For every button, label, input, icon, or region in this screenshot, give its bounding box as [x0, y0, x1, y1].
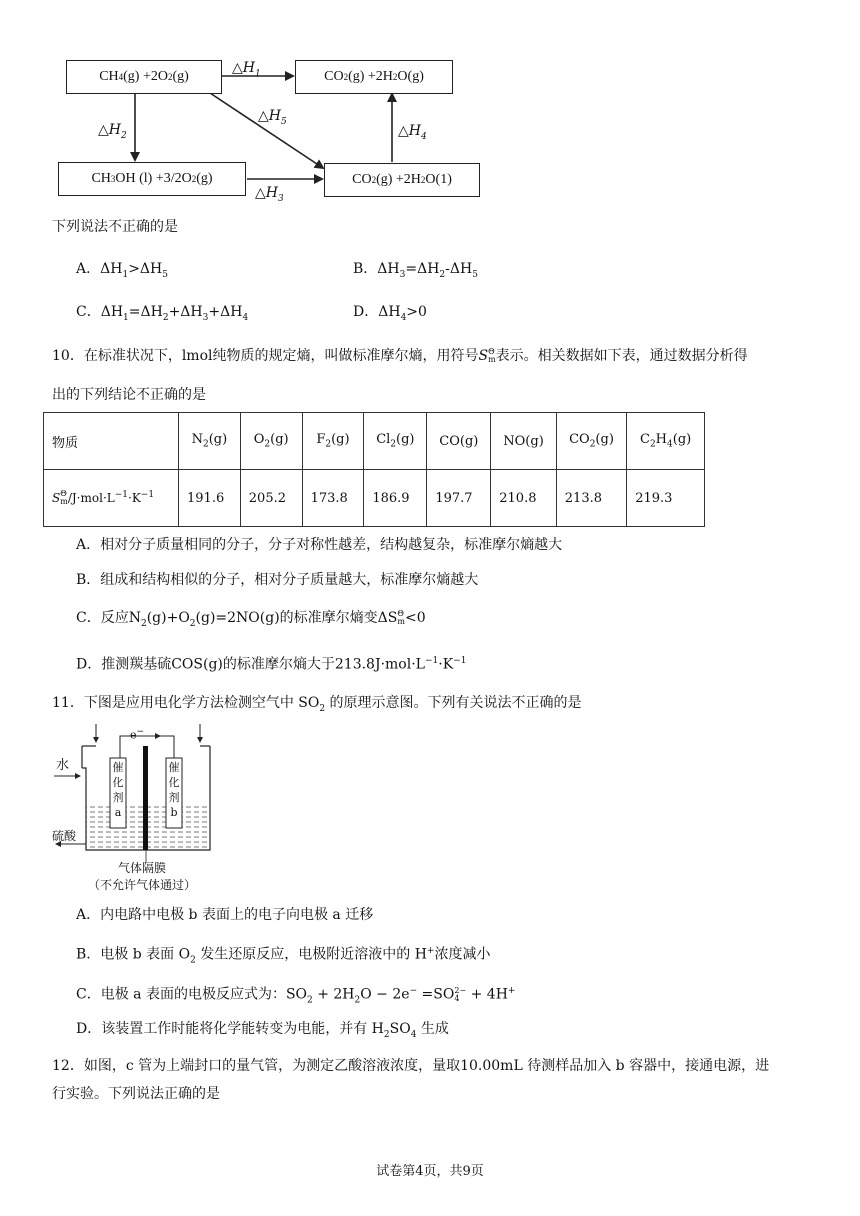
- q12-stem-line2: 行实验。下列说法正确的是: [52, 1086, 220, 1102]
- q12-stem-line1: 12．如图，c 管为上端封口的量气管，为测定乙酸溶液浓度，量取10.00mL 待测样品加入 b 容器中，接通电源，进: [52, 1058, 770, 1074]
- q9-option-b: B．$\Delta H_3=\Delta H_2-\Delta H_5$: [353, 261, 478, 280]
- q10-option-c: C．反应$N_2(g)+O_2(g)=2NO(g)$的标准摩尔熵变ΔS Θ m <0: [76, 609, 426, 629]
- q10-option-a: A．相对分子质量相同的分子，分子对称性越差，结构越复杂，标准摩尔熵越大: [76, 537, 563, 553]
- table-header-f2: $F_2(g)$: [302, 413, 364, 470]
- table-cell-value: 173.8: [302, 470, 364, 527]
- label-dh4: $\triangle H_4$: [398, 123, 427, 142]
- q10-option-b: B．组成和结构相似的分子，相对分子质量越大，标准摩尔熵越大: [76, 572, 479, 588]
- table-header-o2: $O_2(g)$: [240, 413, 302, 470]
- label-dh5: $\triangle H_5$: [258, 108, 287, 127]
- table-cell-value: 205.2: [240, 470, 302, 527]
- q11-option-c: C．电极 a 表面的电极反应式为：$SO_2 + 2H_2O - 2e^- =SO$ 2− 4 + 4H+: [76, 985, 516, 1006]
- table-cell-value: 191.6: [179, 470, 241, 527]
- catalyst-b-label: 催 化 剂 b: [168, 761, 180, 819]
- table-row: [44, 470, 705, 527]
- box-methanol: CH 3 OH (l) +3/2O 2 (g): [58, 162, 246, 196]
- table-cell-value: 210.8: [491, 470, 557, 527]
- entropy-table: [43, 412, 705, 527]
- table-header-no: NO(g): [491, 413, 557, 470]
- table-header-cl2: $Cl_2(g)$: [364, 413, 427, 470]
- q11-option-b: B．电极 b 表面 $O_2$ 发生还原反应，电极附近溶液中的 H+浓度减小: [76, 946, 491, 966]
- table-cell-value: 213.8: [556, 470, 626, 527]
- q10-option-d: D．推测羰基硫COS(g)的标准摩尔熵大于$213.8J\cdot mol\cdot L^{-1}\cdot K^{-1}$: [76, 656, 467, 673]
- q10-stem-line1: 10．在标准状况下，lmol纯物质的规定熵，叫做标准摩尔熵，用符号S Θ m 表示。相关数据如下表，通过数据分析得: [52, 347, 748, 364]
- table-cell-value: 219.3: [627, 470, 705, 527]
- label-dh2: $\triangle H_2$: [98, 122, 127, 141]
- q9-option-d: D．$\Delta H_4>0$: [353, 304, 427, 323]
- box-products-liquid: CO 2 (g) +2H 2 O(1): [324, 163, 480, 197]
- membrane-note: （不允许气体通过）: [88, 878, 197, 892]
- table-header-c2h4: $C_2H_4(g)$: [627, 413, 705, 470]
- electron-label: e−: [130, 727, 145, 742]
- box-reactants: CH 4 (g) +2O 2 (g): [66, 60, 222, 94]
- membrane-label: 气体隔膜: [118, 861, 167, 875]
- table-header-co: CO(g): [427, 413, 491, 470]
- table-header-co2: $CO_2(g)$: [556, 413, 626, 470]
- q9-option-a: A．$\Delta H_1>\Delta H_5$: [76, 261, 168, 280]
- table-row: [44, 413, 705, 470]
- q9-stem: 下列说法不正确的是: [52, 219, 178, 235]
- q10-stem-line2: 出的下列结论不正确的是: [52, 387, 206, 403]
- box-products-gas: CO 2 (g) +2H 2 O(g): [295, 60, 453, 94]
- table-cell-entropy-label: S Θ m $/J\cdot mol\cdot L^{-1}\cdot K^{-1}$: [44, 470, 179, 527]
- table-cell-label: 物质: [44, 413, 179, 470]
- q11-option-a: A．内电路中电极 b 表面上的电子向电极 a 迁移: [76, 907, 374, 923]
- catalyst-a-label: 催 化 剂 a: [112, 761, 124, 819]
- acid-label: 硫酸: [52, 829, 77, 843]
- q9-option-c: C．$\Delta H_1=\Delta H_2+\Delta H_3+\Delta H_4$: [76, 304, 249, 323]
- q11-option-d: D．该装置工作时能将化学能转变为电能，并有 $H_2SO_4$ 生成: [76, 1021, 449, 1040]
- table-cell-value: 186.9: [364, 470, 427, 527]
- label-dh1: $\triangle H_1$: [232, 60, 261, 79]
- water-label: 水: [56, 758, 70, 773]
- table-cell-value: 197.7: [427, 470, 491, 527]
- page-footer: 试卷第4页，共9页: [376, 1164, 484, 1179]
- q11-stem: 11．下图是应用电化学方法检测空气中 $SO_2$ 的原理示意图。下列有关说法不正确的是: [52, 695, 582, 714]
- label-dh3: $\triangle H_3$: [255, 185, 284, 204]
- table-header-n2: $N_2(g)$: [179, 413, 241, 470]
